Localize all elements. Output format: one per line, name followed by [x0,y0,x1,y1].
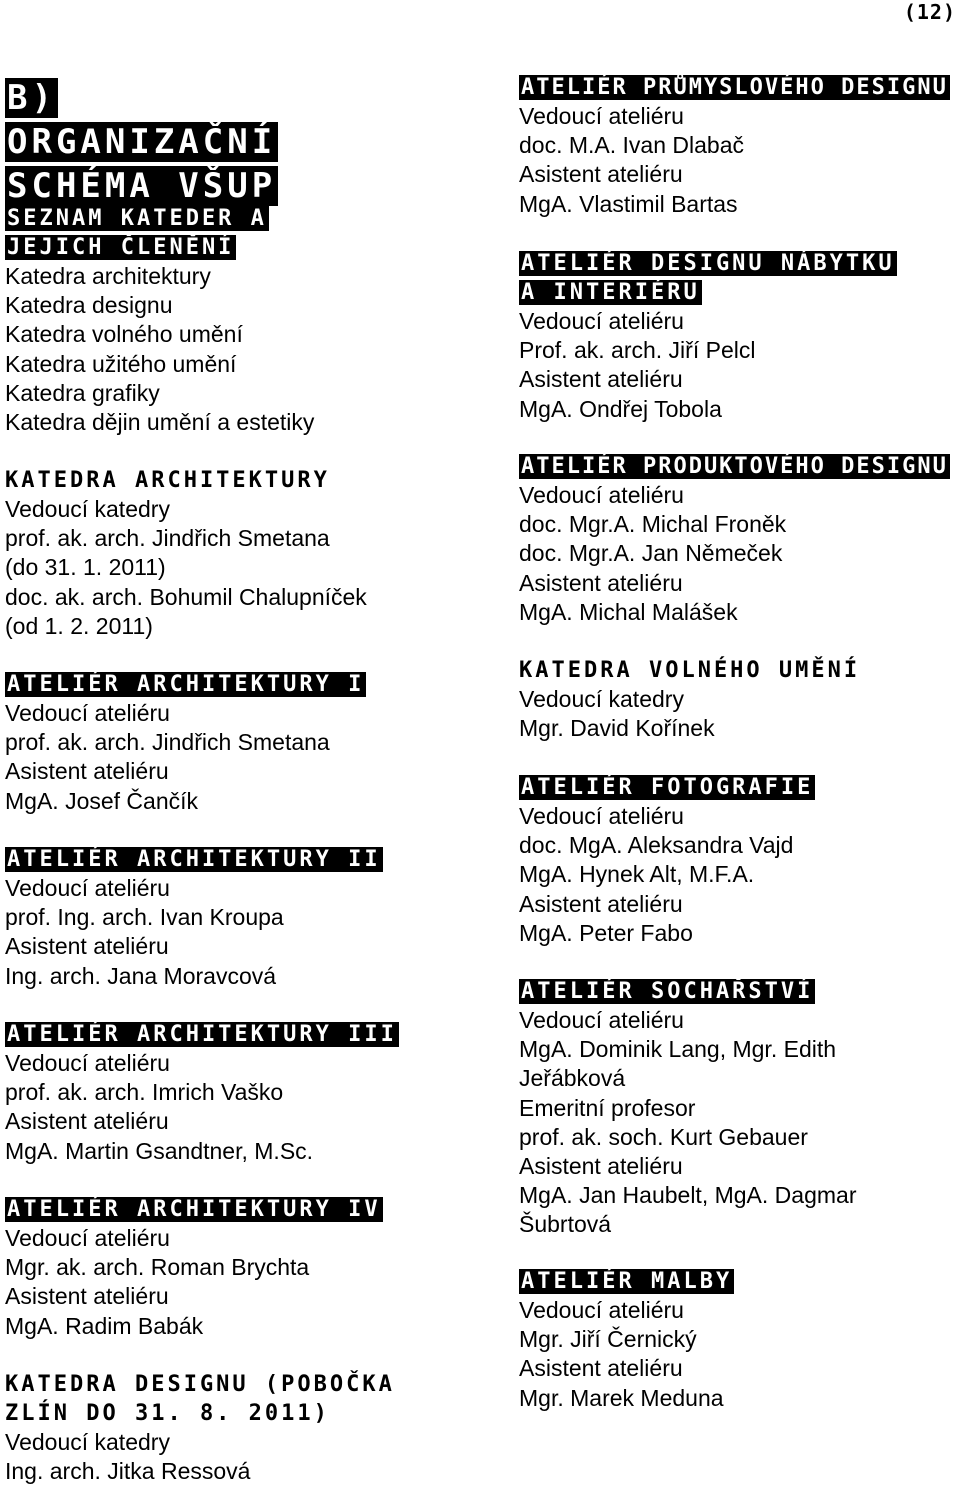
line: Vedoucí ateliéru [519,308,684,334]
line: Asistent ateliéru [519,569,683,596]
section-heading: ATELIÉR ARCHITEKTURY III [7,1022,397,1047]
line: Vedoucí ateliéru [5,700,170,726]
line: Jeřábková [519,1065,626,1092]
line: prof. Ing. arch. Ivan Kroupa [5,904,284,931]
section-heading: ATELIÉR DESIGNU NÁBYTKU A INTERIÉRU [521,251,895,305]
line: doc. Mgr.A. Michal Froněk [519,511,787,538]
line: Vedoucí katedry [519,686,684,712]
line: Asistent ateliéru [519,890,683,917]
line: Mgr. David Kořínek [519,715,715,742]
line: MgA. Hynek Alt, M.F.A. [519,861,755,888]
section-heading: ATELIÉR PRŮMYSLOVÉHO DESIGNU [521,75,948,100]
section-atelier-architektury-iii [5,1020,399,1166]
section-katedra-architektury [5,466,367,641]
section-atelier-designu-nabytku [519,249,899,424]
line: Prof. ak. arch. Jiří Pelcl [519,337,756,364]
line: (od 1. 2. 2011) [5,612,153,639]
line: Vedoucí ateliéru [5,875,170,901]
line: MgA. Ondřej Tobola [519,395,722,422]
section-atelier-architektury-ii [5,845,383,991]
line: Asistent ateliéru [5,1283,169,1310]
line: MgA. Michal Malášek [519,598,738,625]
line: Asistent ateliéru [5,1108,169,1135]
line: MgA. Peter Fabo [519,919,693,946]
line: doc. Mgr.A. Jan Němeček [519,540,783,567]
line: Ing. arch. Jitka Ressová [5,1458,251,1485]
section-atelier-architektury-iv [5,1195,383,1341]
line: prof. ak. arch. Imrich Vaško [5,1079,284,1106]
section-katedra-volneho-umeni [519,656,860,743]
section-heading: ATELIÉR ARCHITEKTURY I [7,672,365,697]
line: Katedra grafiky [5,379,160,406]
line: (do 31. 1. 2011) [5,554,166,581]
line: Vedoucí ateliéru [519,482,684,508]
line: Šubrtová [519,1211,612,1238]
line: Asistent ateliéru [5,758,169,785]
line: MgA. Vlastimil Bartas [519,190,738,217]
section-atelier-fotografie [519,773,815,948]
line: MgA. Radim Babák [5,1312,204,1339]
line: Vedoucí ateliéru [519,803,684,829]
line: Vedoucí ateliéru [519,1007,684,1033]
document-title [5,76,335,208]
section-heading: KATEDRA DESIGNU (POBOČKA ZLÍN DO 31. 8. 2011) [5,1372,395,1426]
section-heading: ATELIÉR ARCHITEKTURY IV [7,1197,381,1222]
section-atelier-produktoveho-designu [519,452,950,627]
line: Ing. arch. Jana Moravcová [5,962,277,989]
line: Vedoucí ateliéru [519,1297,684,1323]
line: MgA. Martin Gsandtner, M.Sc. [5,1137,314,1164]
line: Mgr. ak. arch. Roman Brychta [5,1254,310,1281]
line: Asistent ateliéru [5,933,169,960]
section-kateder [5,204,365,437]
line: Vedoucí katedry [5,496,170,522]
document-title-text: B) ORGANIZAČNÍ SCHÉMA VŠUP [7,78,277,206]
section-atelier-socharstvi [519,977,856,1240]
section-heading: SEZNAM KATEDER A JEJICH ČLENĚNÍ [7,206,267,260]
line: Vedoucí ateliéru [5,1225,170,1251]
section-heading: ATELIÉR PRODUKTOVÉHO DESIGNU [521,454,948,479]
line: prof. ak. arch. Jindřich Smetana [5,729,330,756]
line: Vedoucí katedry [5,1429,170,1455]
section-atelier-architektury-i [5,670,366,816]
line: doc. M.A. Ivan Dlabač [519,132,744,159]
section-atelier-prumysloveho-designu [519,73,950,219]
line: Asistent ateliéru [519,366,683,393]
line: doc. ak. arch. Bohumil Chalupníček [5,583,367,610]
line: prof. ak. arch. Jindřich Smetana [5,525,330,552]
line: Asistent ateliéru [519,1355,683,1382]
line: Asistent ateliéru [519,161,683,188]
line: doc. MgA. Aleksandra Vajd [519,832,794,859]
line: Vedoucí ateliéru [519,103,684,129]
section-atelier-malby [519,1267,734,1413]
line: prof. ak. soch. Kurt Gebauer [519,1123,808,1150]
section-heading: ATELIÉR SOCHAŘSTVÍ [521,979,814,1004]
line: Katedra designu [5,292,173,319]
line: Vedoucí ateliéru [5,1050,170,1076]
section-heading: ATELIÉR MALBY [521,1269,733,1294]
line: MgA. Dominik Lang, Mgr. Edith [519,1036,837,1063]
line: Katedra architektury [5,263,211,289]
line: Emeritní profesor [519,1094,696,1121]
line: Mgr. Jiří Černický [519,1326,697,1353]
line: Asistent ateliéru [519,1153,683,1180]
line: MgA. Jan Haubelt, MgA. Dagmar [519,1182,857,1209]
line: Katedra užitého umění [5,350,237,377]
line: Katedra dějin umění a estetiky [5,409,315,436]
section-heading: ATELIÉR ARCHITEKTURY II [7,847,381,872]
section-heading: KATEDRA ARCHITEKTURY [5,468,330,493]
section-katedra-designu [5,1370,425,1486]
section-heading: KATEDRA VOLNÉHO UMĚNÍ [519,658,861,683]
section-heading: ATELIÉR FOTOGRAFIE [521,775,814,800]
line: Katedra volného umění [5,321,243,348]
page-number: (12) [903,0,956,24]
line: MgA. Josef Čančík [5,787,199,814]
line: Mgr. Marek Meduna [519,1384,724,1411]
